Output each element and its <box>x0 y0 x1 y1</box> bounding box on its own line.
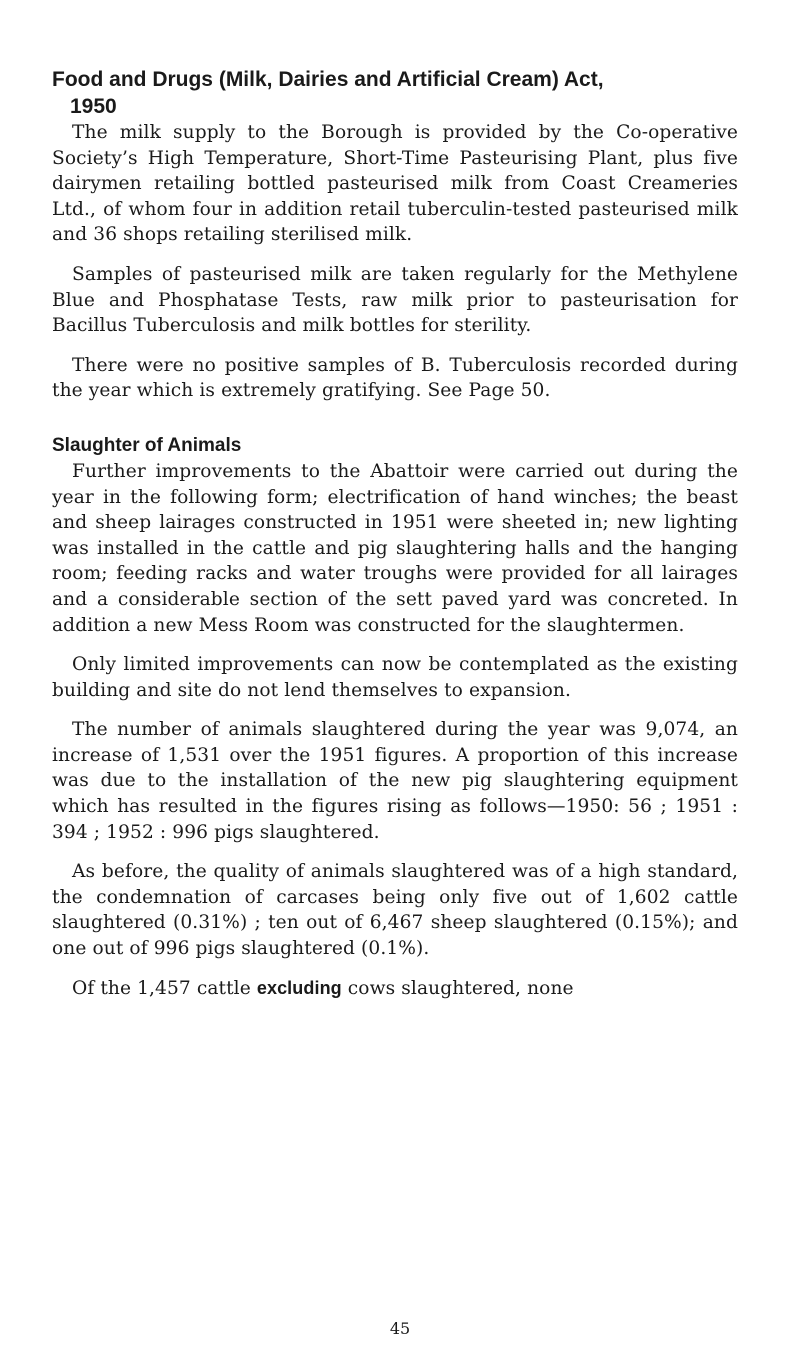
act-heading-year: 1950 <box>70 95 117 118</box>
act-heading <box>52 66 738 120</box>
slaughter-heading: Slaughter of Animals <box>52 434 242 456</box>
cattle-text-bold: excluding <box>256 977 342 998</box>
limited-improvements-paragraph: Only limited improvements can now be contemplated as the existing building and site do not lend themselves to expansion. <box>52 654 738 701</box>
sampling-paragraph: Samples of pasteurised milk are taken regularly for the Methylene Blue and Phosphatase Tests, raw milk prior to pasteurisation for Bacillus Tuberculosis and milk bottles for sterility. <box>52 263 738 337</box>
tuberculosis-paragraph: There were no positive samples of B. Tuberculosis recorded during the year which is extremely gratifying. See Page 50. <box>52 354 738 402</box>
act-heading-line1: Food and Drugs (Milk, Dairies and Artificial Cream) Act, <box>52 68 604 91</box>
abattoir-improvements-paragraph: Further improvements to the Abattoir were carried out during the year in the following form; electrification of hand winches; the beast and sheep lairages constructed in 1951 were sheeted in; new lighting was installed in the cattle and pig slaughtering halls and the hanging room; feeding racks and water troughs were provided for all lairages and a considerable section of the sett paved yard was concreted. In addition a new Mess Room was constructed for the slaughtermen. <box>52 460 738 636</box>
cattle-text-before: Of the 1,457 cattle <box>72 977 257 999</box>
cattle-excluding-cows-paragraph <box>52 976 738 1002</box>
cattle-text-after: cows slaughtered, none <box>341 977 574 999</box>
document-page <box>52 66 738 1001</box>
quality-paragraph: As before, the quality of animals slaughtered was of a high standard, the condemnation of carcases being only five out of 1,602 cattle slaughtered (0.31%) ; ten out of 6,467 sheep slaughtered (0.15%); and one out of 996 pigs slaughtered (0.1%). <box>52 861 738 960</box>
animals-count-paragraph: The number of animals slaughtered during the year was 9,074, an increase of 1,531 over the 1951 figures. A proportion of this increase was due to the installation of the new pig slaughtering equipment which has resulted in the figures rising as follows—1950: 56 ; 1951 : 394 ; 1952 : 996 pigs slaughtered. <box>52 719 738 843</box>
milk-supply-paragraph: The milk supply to the Borough is provided by the Co-operative Society’s High Temperature, Short-Time Pasteurising Plant, plus five dairymen retailing bottled pasteurised milk from Coast Creameries Ltd., of whom four in addition retail tuberculin-tested pasteurised milk and 36 shops retailing sterilised milk. <box>52 122 738 246</box>
page-number: 45 <box>389 1319 411 1338</box>
